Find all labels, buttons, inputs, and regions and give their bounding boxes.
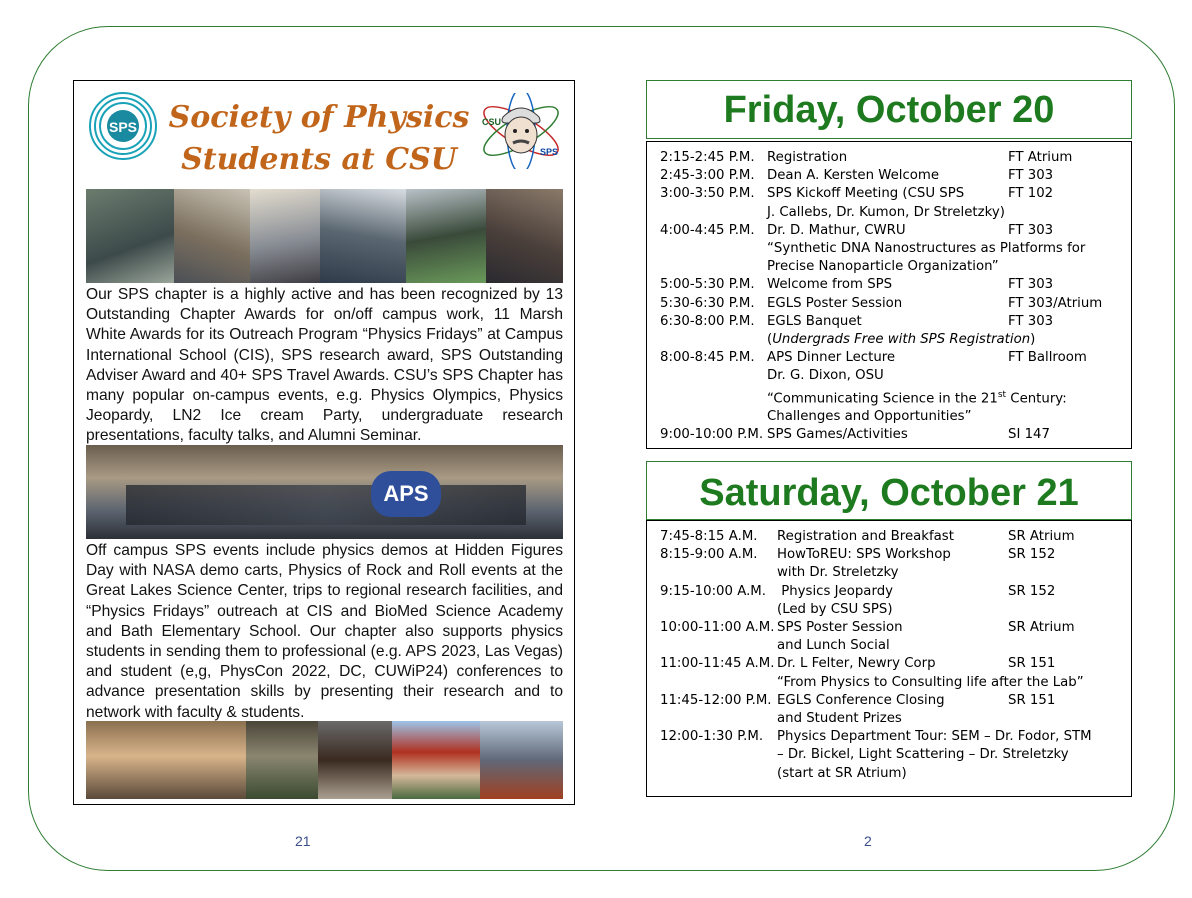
row-event-cont: and Lunch Social: [777, 638, 890, 654]
row-event: HowToREU: SPS Workshop: [777, 547, 951, 563]
schedule-row: [647, 619, 1131, 637]
photo: [392, 721, 480, 799]
row-event: EGLS Conference Closing: [777, 692, 945, 708]
schedule-row: [647, 583, 1131, 601]
paren-open: (: [767, 332, 773, 348]
schedule-row: [647, 185, 1131, 203]
row-event: Welcome from SPS: [767, 277, 893, 293]
row-event: APS Dinner Lecture: [767, 350, 896, 366]
title-line-2: Students at CSU: [181, 142, 457, 177]
mascot-label-csu: CSU: [482, 117, 502, 127]
photo: [174, 189, 250, 283]
row-location: FT 303: [1008, 277, 1054, 293]
banquet-note-italic: Undergrads Free with SPS Registration: [772, 332, 1031, 348]
row-continuation: [647, 765, 1131, 783]
row-location: SR 151: [1008, 656, 1056, 672]
row-time: 4:00-4:45 P.M.: [660, 222, 755, 238]
sps-logo-icon: [88, 91, 158, 161]
row-time: 3:00-3:50 P.M.: [660, 186, 755, 202]
row-event-cont: – Dr. Bickel, Light Scattering – Dr. Streletzky: [777, 747, 1069, 763]
row-continuation: [647, 637, 1131, 655]
row-continuation: [647, 331, 1131, 349]
row-continuation: [647, 367, 1131, 385]
row-location: SR Atrium: [1008, 529, 1075, 544]
photo-collage-top: [86, 189, 563, 283]
row-continuation: [647, 746, 1131, 764]
saturday-heading: Saturday, October 21: [646, 461, 1132, 520]
row-time: 5:00-5:30 P.M.: [660, 277, 755, 293]
schedule-row: [647, 295, 1131, 313]
row-event: Dr. L Felter, Newry Corp: [777, 656, 936, 672]
schedule-row: [647, 528, 1131, 546]
row-event: Dr. D. Mathur, CWRU: [767, 222, 906, 238]
row-continuation: [647, 408, 1131, 426]
row-event: SPS Games/Activities: [767, 427, 908, 443]
photo: [250, 189, 320, 283]
row-time: 5:30-6:30 P.M.: [660, 295, 755, 311]
row-event: Registration: [767, 150, 848, 165]
row-time: 6:30-8:00 P.M.: [660, 313, 755, 329]
row-location: SR Atrium: [1008, 620, 1075, 636]
row-location: FT 102: [1008, 186, 1054, 202]
row-location: FT 303: [1008, 168, 1054, 184]
row-location: SI 147: [1008, 427, 1050, 443]
row-time: 2:45-3:00 P.M.: [660, 168, 755, 184]
lecture-title-sup: st: [997, 389, 1007, 400]
schedule-row: [647, 349, 1131, 367]
schedule-row: [647, 655, 1131, 673]
row-continuation: [647, 258, 1131, 276]
row-time: 9:15-10:00 A.M.: [660, 583, 766, 599]
row-event: EGLS Banquet: [767, 313, 862, 329]
schedule-row: [647, 276, 1131, 294]
off-campus-paragraph: Off campus SPS events include physics demos at Hidden Figures Day with NASA demo carts, Physics of Rock and Roll events at the Great Lakes Science Center, trips to regional research facilities, and “Physics Fridays” outreach at CIS and BioMed Science Academy and Bath Elementary School. Our chapter also supports physics students in sending them to professional (e.g. APS 2023, Las Vegas) and student (e,g, PhysCon 2022, DC, CUWiP24) conferences to advance presentation skills by presenting their research and to network with faculty & students.: [86, 542, 563, 721]
schedule-row: [647, 546, 1131, 564]
row-event-cont: (start at SR Atrium): [777, 765, 907, 781]
row-continuation: [647, 601, 1131, 619]
row-time: 11:00-11:45 A.M.: [660, 656, 775, 672]
photo: [486, 189, 563, 283]
row-location: SR 152: [1008, 547, 1056, 563]
einstein-mascot-icon: [476, 93, 566, 169]
row-time: 11:45-12:00 P.M.: [660, 692, 772, 708]
photo-collage-bottom: [86, 721, 563, 799]
page-title: [164, 97, 474, 181]
row-time: 9:00-10:00 P.M.: [660, 427, 764, 443]
banquet-note: [767, 331, 1127, 349]
chapter-awards-paragraph: Our SPS chapter is a highly active and has been recognized by 13 Outstanding Chapter Awards for on/off campus work, 11 Marsh White Awards for its Outreach Program “Physics Fridays” at Campus International School (CIS), SPS research award, SPS Outstanding Adviser Award and 40+ SPS Travel Awards. CSU’s SPS Chapter has many popular on-campus events, e.g. Physics Olympics, Physics Jeopardy, LN2 Ice cream Party, undergraduate research presentations, faculty talks, and Alumni Seminar.: [86, 286, 563, 445]
row-event: SPS Kickoff Meeting (CSU SPS: [767, 186, 965, 202]
friday-heading: Friday, October 20: [646, 80, 1132, 139]
row-time: 12:00-1:30 P.M.: [660, 729, 764, 745]
row-location: FT 303: [1008, 313, 1054, 329]
aps-banner: APS: [371, 471, 441, 517]
photo: [320, 189, 406, 283]
schedule-row: [647, 692, 1131, 710]
schedule-row: [647, 426, 1131, 444]
row-time: 10:00-11:00 A.M.: [660, 620, 775, 636]
row-continuation: [647, 564, 1131, 582]
sps-info-panel: [73, 80, 575, 805]
schedule-row: [647, 728, 1131, 746]
row-continuation: [647, 674, 1131, 692]
photo: [246, 721, 318, 799]
row-location: FT Ballroom: [1008, 350, 1087, 366]
row-event-cont: J. Callebs, Dr. Kumon, Dr Streletzky): [767, 204, 1005, 220]
schedule-row: [647, 149, 1131, 167]
photo: [318, 721, 392, 799]
row-event: SPS Poster Session: [777, 620, 903, 636]
saturday-schedule: [646, 520, 1132, 797]
row-event-cont: with Dr. Streletzky: [777, 565, 899, 581]
row-event: Dean A. Kersten Welcome: [767, 168, 940, 184]
row-location: SR 152: [1008, 583, 1056, 599]
row-continuation: [647, 710, 1131, 728]
row-time: 8:15-9:00 A.M.: [660, 547, 758, 563]
photo: [86, 189, 174, 283]
schedule-row: [647, 313, 1131, 331]
lecture-title: [767, 386, 1127, 409]
row-event-cont: Dr. G. Dixon, OSU: [767, 368, 884, 384]
friday-schedule: [646, 141, 1132, 449]
row-continuation: [647, 204, 1131, 222]
photo: [406, 189, 486, 283]
photo: [480, 721, 563, 799]
lecture-title-part: “Communicating Science in the 21: [767, 391, 998, 407]
lecture-title-part: Century:: [1006, 391, 1067, 407]
row-event-cont: “From Physics to Consulting life after the Lab”: [777, 674, 1084, 690]
row-continuation: [647, 240, 1131, 258]
right-page-number: 2: [864, 833, 872, 849]
logo-text: SPS: [108, 119, 138, 135]
row-location: FT Atrium: [1008, 150, 1073, 165]
row-event: Registration and Breakfast: [777, 529, 954, 544]
photo-aps-group: [86, 445, 563, 539]
row-event: Physics Jeopardy: [777, 583, 893, 599]
row-event: EGLS Poster Session: [767, 295, 903, 311]
schedule-row: [647, 222, 1131, 240]
row-continuation: [647, 386, 1131, 409]
left-page-number: 21: [295, 833, 311, 849]
row-event: Physics Department Tour: SEM – Dr. Fodor, STM: [777, 729, 1092, 745]
row-time: 7:45-8:15 A.M.: [660, 529, 758, 544]
schedule-row: [647, 167, 1131, 185]
row-time: 8:00-8:45 P.M.: [660, 350, 755, 366]
title-line-1: Society of Physics: [168, 100, 470, 135]
row-location: FT 303: [1008, 222, 1054, 238]
row-event-cont: Challenges and Opportunities”: [767, 409, 972, 425]
row-location: SR 151: [1008, 692, 1056, 708]
row-event-cont: Precise Nanoparticle Organization”: [767, 259, 999, 275]
row-event-cont: (Led by CSU SPS): [777, 601, 893, 617]
paren-close: ): [1030, 332, 1036, 348]
row-time: 2:15-2:45 P.M.: [660, 150, 755, 165]
photo: [86, 721, 246, 799]
row-event-cont: “Synthetic DNA Nanostructures as Platforms for: [767, 241, 1086, 257]
mascot-label-sps: SPS: [540, 147, 559, 157]
row-location: FT 303/Atrium: [1008, 295, 1103, 311]
group-silhouette: [126, 485, 526, 525]
row-event-cont: and Student Prizes: [777, 711, 902, 727]
